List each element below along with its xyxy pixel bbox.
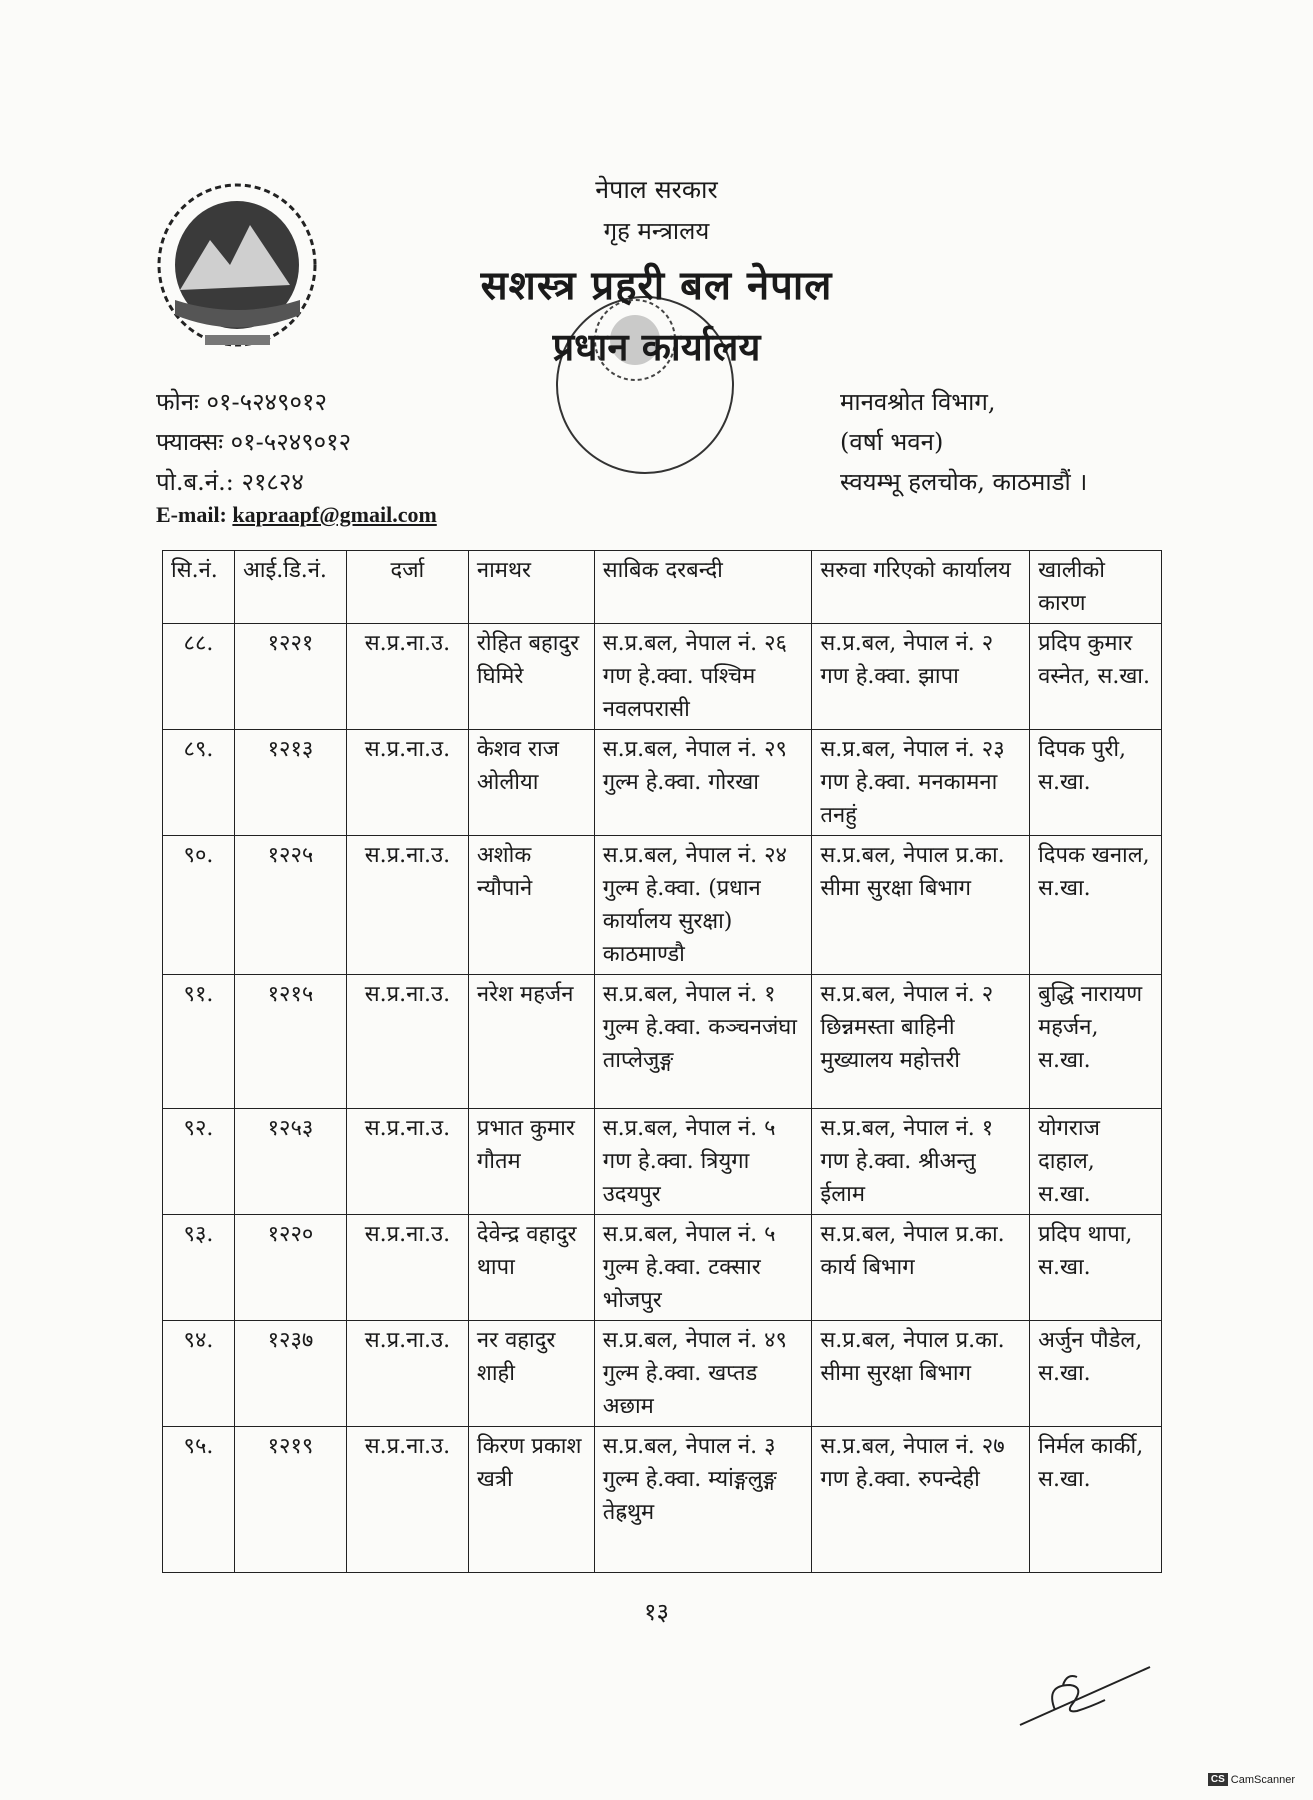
cell-transferred-office: स.प्र.बल, नेपाल नं. २७ गण हे.क्वा. रुपन्देही <box>812 1427 1030 1573</box>
cell-name: नरेश महर्जन <box>468 975 594 1109</box>
email-line <box>156 502 437 528</box>
office-stamp <box>525 285 765 500</box>
col-header-id: आई.डि.नं. <box>234 551 346 624</box>
dept-line-2: (वर्षा भवन) <box>840 428 944 456</box>
cell-name: अशोक न्यौपाने <box>468 836 594 975</box>
email-link[interactable]: kapraapf@gmail.com <box>232 502 437 527</box>
cell-rank: स.प्र.ना.उ. <box>346 1109 468 1215</box>
table-row <box>163 730 1162 836</box>
cell-transferred-office: स.प्र.बल, नेपाल प्र.का. सीमा सुरक्षा बिभाग <box>812 1321 1030 1427</box>
cell-vacancy-reason: प्रदिप थापा, स.खा. <box>1030 1215 1162 1321</box>
scanner-text: CamScanner <box>1230 1773 1295 1786</box>
cell-name: किरण प्रकाश खत्री <box>468 1427 594 1573</box>
cell-vacancy-reason: बुद्धि नारायण महर्जन, स.खा. <box>1030 975 1162 1109</box>
cell-vacancy-reason: दिपक खनाल, स.खा. <box>1030 836 1162 975</box>
cell-transferred-office: स.प्र.बल, नेपाल नं. २ छिन्नमस्ता बाहिनी मुख्यालय महोत्तरी <box>812 975 1030 1109</box>
cell-sn: ९१. <box>163 975 235 1109</box>
fax-line: फ्याक्सः ०१-५२४९०१२ <box>156 428 352 456</box>
transfer-table <box>162 550 1162 1573</box>
cell-transferred-office: स.प्र.बल, नेपाल नं. २ गण हे.क्वा. झापा <box>812 624 1030 730</box>
cell-sn: ८९. <box>163 730 235 836</box>
cell-sn: ९२. <box>163 1109 235 1215</box>
table-row <box>163 1109 1162 1215</box>
cell-previous-post: स.प्र.बल, नेपाल नं. ५ गण हे.क्वा. त्रियुगा उदयपुर <box>594 1109 812 1215</box>
cell-rank: स.प्र.ना.उ. <box>346 1427 468 1573</box>
cell-id: १२१३ <box>234 730 346 836</box>
email-label: E-mail: <box>156 502 227 527</box>
cell-sn: ९५. <box>163 1427 235 1573</box>
dept-line-3: स्वयम्भू हलचोक, काठमाडौं । <box>840 468 1088 496</box>
cell-sn: ९३. <box>163 1215 235 1321</box>
cell-transferred-office: स.प्र.बल, नेपाल नं. १ गण हे.क्वा. श्रीअन्तु ईलाम <box>812 1109 1030 1215</box>
cell-previous-post: स.प्र.बल, नेपाल नं. २४ गुल्म हे.क्वा. (प्रधान कार्यालय सुरक्षा) काठमाण्डौ <box>594 836 812 975</box>
cell-name: नर वहादुर शाही <box>468 1321 594 1427</box>
cell-id: १२१९ <box>234 1427 346 1573</box>
page-number: १३ <box>644 1598 669 1626</box>
cell-rank: स.प्र.ना.उ. <box>346 1215 468 1321</box>
cell-vacancy-reason: दिपक पुरी, स.खा. <box>1030 730 1162 836</box>
col-header-previous-post: साबिक दरबन्दी <box>594 551 812 624</box>
table-row <box>163 1427 1162 1573</box>
cell-rank: स.प्र.ना.उ. <box>346 836 468 975</box>
organization-title: सशस्त्र प्रहरी बल नेपाल <box>480 262 833 309</box>
government-title: नेपाल सरकार <box>595 175 718 204</box>
cell-id: १२१५ <box>234 975 346 1109</box>
table-row <box>163 1321 1162 1427</box>
office-title: प्रधान कार्यालय <box>552 324 761 369</box>
table-header-row <box>163 551 1162 624</box>
cell-sn: ९४. <box>163 1321 235 1427</box>
cell-previous-post: स.प्र.बल, नेपाल नं. २६ गण हे.क्वा. पश्चिम नवलपरासी <box>594 624 812 730</box>
cell-sn: ९०. <box>163 836 235 975</box>
scanner-watermark <box>1208 1773 1295 1786</box>
table-row <box>163 1215 1162 1321</box>
cell-previous-post: स.प्र.बल, नेपाल नं. ५ गुल्म हे.क्वा. टक्सार भोजपुर <box>594 1215 812 1321</box>
cell-name: केशव राज ओलीया <box>468 730 594 836</box>
cell-previous-post: स.प्र.बल, नेपाल नं. ४९ गुल्म हे.क्वा. खप्तड अछाम <box>594 1321 812 1427</box>
cell-vacancy-reason: निर्मल कार्की, स.खा. <box>1030 1427 1162 1573</box>
ministry-title: गृह मन्त्रालय <box>603 217 710 245</box>
table-row <box>163 975 1162 1109</box>
scanner-badge: CS <box>1208 1773 1228 1786</box>
cell-rank: स.प्र.ना.उ. <box>346 730 468 836</box>
cell-id: १२२१ <box>234 624 346 730</box>
cell-rank: स.प्र.ना.उ. <box>346 624 468 730</box>
cell-name: प्रभात कुमार गौतम <box>468 1109 594 1215</box>
col-header-rank: दर्जा <box>346 551 468 624</box>
cell-id: १२२० <box>234 1215 346 1321</box>
handwritten-signature <box>1015 1655 1155 1735</box>
col-header-name: नामथर <box>468 551 594 624</box>
table-row <box>163 836 1162 975</box>
cell-id: १२२५ <box>234 836 346 975</box>
cell-rank: स.प्र.ना.उ. <box>346 1321 468 1427</box>
cell-previous-post: स.प्र.बल, नेपाल नं. १ गुल्म हे.क्वा. कञ्चनजंघा ताप्लेजुङ्ग <box>594 975 812 1109</box>
cell-name: देवेन्द्र वहादुर थापा <box>468 1215 594 1321</box>
dept-line-1: मानवश्रोत विभाग, <box>840 388 996 416</box>
col-header-transferred-office: सरुवा गरिएको कार्यालय <box>812 551 1030 624</box>
pobox-line: पो.ब.नं.: २१८२४ <box>156 468 304 496</box>
cell-transferred-office: स.प्र.बल, नेपाल प्र.का. सीमा सुरक्षा बिभाग <box>812 836 1030 975</box>
cell-id: १२३७ <box>234 1321 346 1427</box>
cell-rank: स.प्र.ना.उ. <box>346 975 468 1109</box>
phone-line: फोनः ०१-५२४९०१२ <box>156 388 327 416</box>
cell-transferred-office: स.प्र.बल, नेपाल प्र.का. कार्य बिभाग <box>812 1215 1030 1321</box>
cell-vacancy-reason: अर्जुन पौडेल, स.खा. <box>1030 1321 1162 1427</box>
cell-sn: ८८. <box>163 624 235 730</box>
cell-id: १२५३ <box>234 1109 346 1215</box>
cell-vacancy-reason: प्रदिप कुमार वस्नेत, स.खा. <box>1030 624 1162 730</box>
col-header-sn: सि.नं. <box>163 551 235 624</box>
table-row <box>163 624 1162 730</box>
cell-transferred-office: स.प्र.बल, नेपाल नं. २३ गण हे.क्वा. मनकामना तनहुं <box>812 730 1030 836</box>
col-header-vacancy-reason: खालीको कारण <box>1030 551 1162 624</box>
cell-previous-post: स.प्र.बल, नेपाल नं. ३ गुल्म हे.क्वा. म्यांङ्गलुङ्ग तेह्रथुम <box>594 1427 812 1573</box>
cell-vacancy-reason: योगराज दाहाल, स.खा. <box>1030 1109 1162 1215</box>
cell-name: रोहित बहादुर घिमिरे <box>468 624 594 730</box>
cell-previous-post: स.प्र.बल, नेपाल नं. २९ गुल्म हे.क्वा. गोरखा <box>594 730 812 836</box>
